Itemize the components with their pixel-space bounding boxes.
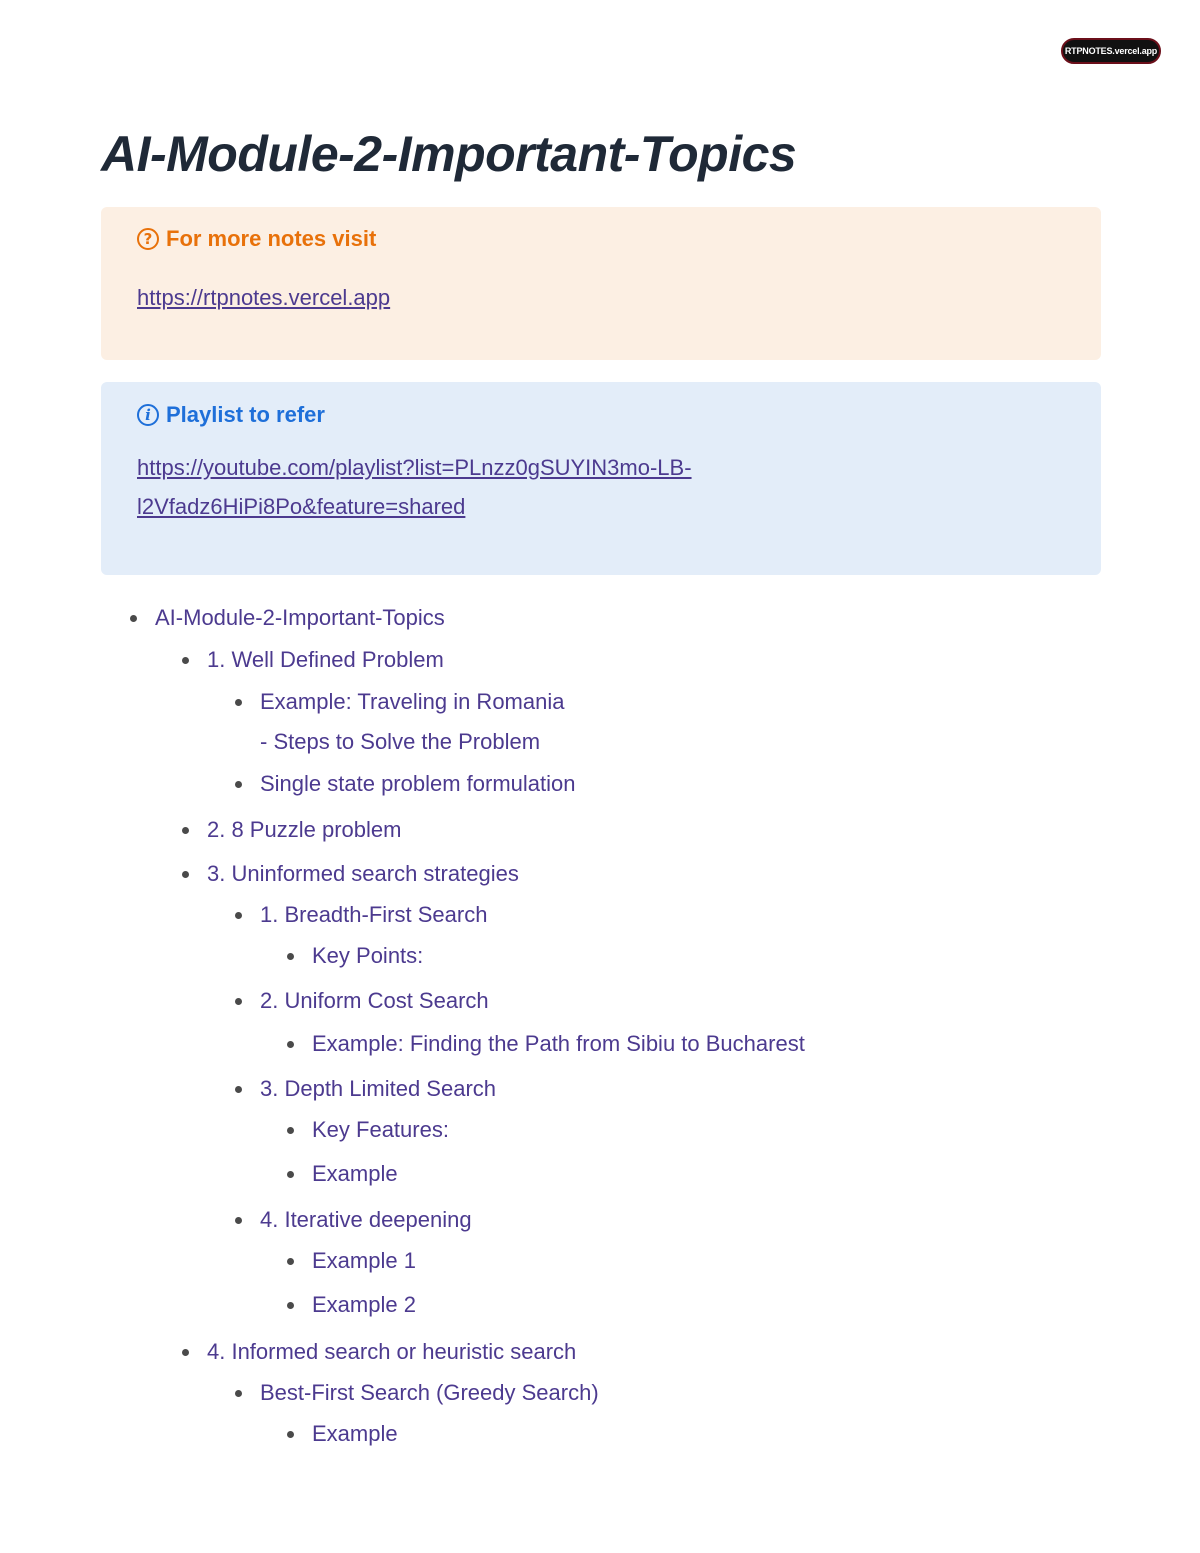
outline-item[interactable] (260, 1201, 805, 1239)
outline-item-text: Example: Traveling in Romania (260, 689, 565, 714)
bullet-icon (287, 953, 294, 960)
playlist-link-line-1[interactable]: https://youtube.com/playlist?list=PLnzz0gSUYIN3mo-LB- (137, 455, 692, 480)
outline-item-text: 2. Uniform Cost Search (260, 988, 489, 1013)
outline-item[interactable] (260, 982, 805, 1020)
outline-item-text: AI-Module-2-Important-Topics (155, 605, 445, 630)
bullet-icon (182, 657, 189, 664)
outline-item-text: 1. Well Defined Problem (207, 647, 444, 672)
bullet-icon (287, 1258, 294, 1265)
playlist-link[interactable] (137, 448, 1065, 526)
bullet-icon (235, 998, 242, 1005)
site-badge: RTPNOTES.vercel.app (1061, 38, 1161, 64)
bullet-icon (182, 827, 189, 834)
outline-item-text: Example 1 (312, 1248, 416, 1273)
bullet-icon (235, 781, 242, 788)
outline-item-text: 3. Uninformed search strategies (207, 861, 519, 886)
notes-callout (101, 207, 1101, 360)
outline-item-text: Single state problem formulation (260, 771, 576, 796)
outline-item[interactable] (207, 641, 805, 679)
topic-outline (130, 599, 805, 1453)
bullet-icon (235, 912, 242, 919)
notes-callout-heading: For more notes visit (166, 226, 377, 251)
bullet-icon (130, 615, 137, 622)
question-circle-icon: ? (137, 228, 159, 250)
outline-item[interactable] (312, 1242, 805, 1280)
outline-item-text: Key Points: (312, 943, 424, 968)
outline-item[interactable] (207, 811, 805, 849)
outline-item[interactable] (312, 1286, 805, 1324)
outline-item[interactable] (260, 896, 805, 934)
playlist-callout-heading-row (137, 402, 1065, 428)
outline-item[interactable] (312, 1415, 805, 1453)
outline-item[interactable] (260, 1070, 805, 1108)
bullet-icon (235, 699, 242, 706)
outline-list (130, 599, 805, 1453)
outline-item-text: - Steps to Solve the Problem (260, 729, 541, 754)
outline-item-text: Example (312, 1421, 398, 1446)
outline-item-continuation (260, 723, 805, 761)
playlist-callout-heading: Playlist to refer (166, 402, 325, 427)
bullet-icon (287, 1431, 294, 1438)
outline-item[interactable] (260, 683, 805, 721)
outline-item-text: Example: Finding the Path from Sibiu to Bucharest (312, 1031, 805, 1056)
outline-item-text: Key Features: (312, 1117, 449, 1142)
notes-site-link[interactable]: https://rtpnotes.vercel.app (137, 285, 391, 310)
outline-item[interactable] (312, 1111, 805, 1149)
notes-callout-heading-row (137, 226, 1065, 252)
outline-item[interactable] (207, 855, 805, 893)
bullet-icon (287, 1041, 294, 1048)
info-circle-icon: i (137, 404, 159, 426)
bullet-icon (287, 1127, 294, 1134)
outline-item-text: Example (312, 1161, 398, 1186)
outline-item[interactable] (260, 765, 805, 803)
outline-item-text: 3. Depth Limited Search (260, 1076, 497, 1101)
bullet-icon (235, 1086, 242, 1093)
outline-item-text: 4. Iterative deepening (260, 1207, 472, 1232)
outline-item-text: Best-First Search (Greedy Search) (260, 1380, 599, 1405)
outline-item[interactable] (260, 1374, 805, 1412)
page-title: AI-Module-2-Important-Topics (101, 126, 797, 182)
bullet-icon (235, 1217, 242, 1224)
outline-item[interactable] (207, 1333, 805, 1371)
outline-item[interactable] (312, 1025, 805, 1063)
bullet-icon (287, 1171, 294, 1178)
outline-item-text: 1. Breadth-First Search (260, 902, 488, 927)
bullet-icon (287, 1302, 294, 1309)
outline-item[interactable] (312, 937, 805, 975)
outline-item-text: Example 2 (312, 1292, 416, 1317)
outline-item[interactable] (312, 1155, 805, 1193)
outline-item-text: 2. 8 Puzzle problem (207, 817, 402, 842)
bullet-icon (182, 871, 189, 878)
outline-item-text: 4. Informed search or heuristic search (207, 1339, 577, 1364)
bullet-icon (182, 1349, 189, 1356)
outline-item[interactable] (155, 599, 805, 637)
playlist-callout (101, 382, 1101, 575)
bullet-icon (235, 1390, 242, 1397)
playlist-link-line-2[interactable]: l2Vfadz6HiPi8Po&feature=shared (137, 494, 466, 519)
